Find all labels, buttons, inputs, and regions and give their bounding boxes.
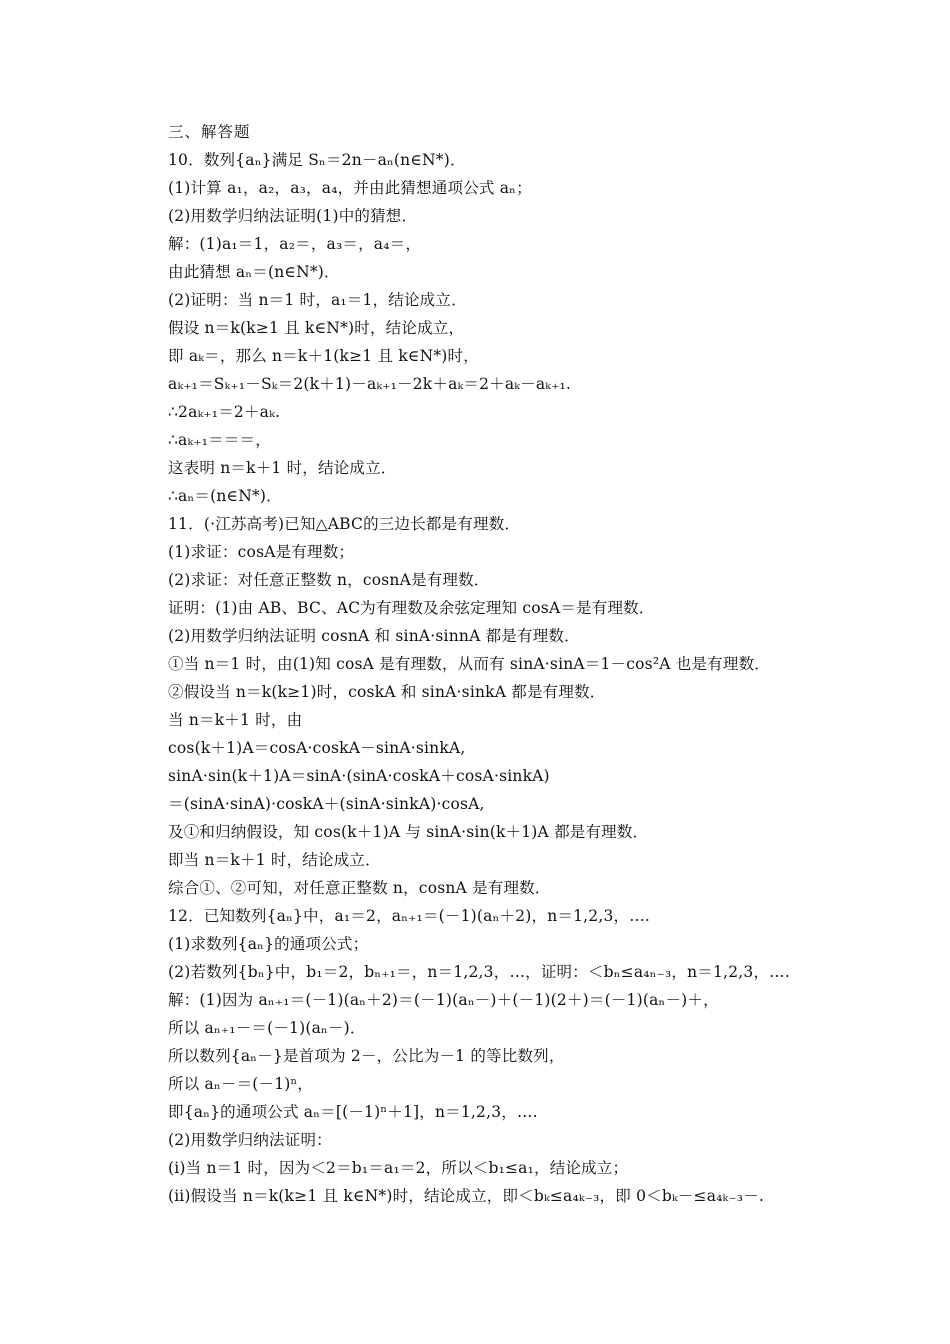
- q12-part1: (1)求数列{aₙ}的通项公式；: [168, 935, 369, 953]
- q10-solution-line: 即 aₖ＝，那么 n＝k＋1(k≥1 且 k∈N*)时，: [168, 347, 479, 365]
- q10-statement: 10．数列{aₙ}满足 Sₙ＝2n－aₙ(n∈N*)．: [168, 151, 466, 169]
- q11-proof-line: 及①和归纳假设，知 cos(k＋1)A 与 sinA·sin(k＋1)A 都是有理数．: [168, 823, 649, 841]
- q10-solution-line: ∴aₖ₊₁＝＝＝，: [168, 431, 271, 449]
- q11-proof-line: 证明：(1)由 AB、BC、AC为有理数及余弦定理知 cosA＝是有理数．: [168, 599, 655, 617]
- q11-part1: (1)求证：cosA是有理数；: [168, 543, 355, 561]
- document-body: [168, 118, 908, 1210]
- q10-solution-line: ∴aₙ＝(n∈N*)．: [168, 487, 282, 505]
- q12-part2: (2)若数列{bₙ}中，b₁＝2，bₙ₊₁＝，n＝1,2,3，…，证明：＜bₙ≤a₄ₙ₋₃，n＝1,2,3，….: [168, 963, 790, 981]
- q10-solution-line: 由此猜想 aₙ＝(n∈N*)．: [168, 263, 340, 281]
- q11-proof-line: ＝(sinA·sinA)·coskA＋(sinA·sinkA)·cosA,: [168, 795, 485, 813]
- section-title: 三、解答题: [168, 123, 251, 141]
- q12-solution-line: 解：(1)因为 aₙ₊₁＝(－1)(aₙ＋2)＝(－1)(aₙ－)＋(－1)(2＋)＝(－1)(aₙ－)＋，: [168, 991, 719, 1009]
- q12-solution-line: (ⅱ)假设当 n＝k(k≥1 且 k∈N*)时，结论成立，即＜bₖ≤a₄ₖ₋₃，即 0＜bₖ－≤a₄ₖ₋₃－.: [168, 1187, 765, 1205]
- q10-solution-line: aₖ₊₁＝Sₖ₊₁－Sₖ＝2(k＋1)－aₖ₊₁－2k＋aₖ＝2＋aₖ－aₖ₊₁.: [168, 375, 572, 393]
- q10-part2: (2)用数学归纳法证明(1)中的猜想．: [168, 207, 418, 225]
- q12-solution-line: 所以数列{aₙ－}是首项为 2－，公比为－1 的等比数列，: [168, 1047, 565, 1065]
- q12-solution-line: 所以 aₙ₊₁－＝(－1)(aₙ－)．: [168, 1019, 366, 1037]
- q11-proof-line: ①当 n＝1 时，由(1)知 cosA 是有理数，从而有 sinA·sinA＝1－cos²A 也是有理数．: [168, 655, 770, 673]
- q11-proof-line: ②假设当 n＝k(k≥1)时，coskA 和 sinA·sinkA 都是有理数．: [168, 683, 606, 701]
- q11-proof-line: 即当 n＝k＋1 时，结论成立．: [168, 851, 381, 869]
- q11-proof-line: sinA·sin(k＋1)A＝sinA·(sinA·coskA＋cosA·sinkA): [168, 767, 550, 785]
- q12-solution-line: (ⅰ)当 n＝1 时，因为＜2＝b₁＝a₁＝2，所以＜b₁≤a₁，结论成立；: [168, 1159, 629, 1177]
- q12-solution-line: (2)用数学归纳法证明：: [168, 1131, 332, 1149]
- q11-statement: 11．(·江苏高考)已知△ABC的三边长都是有理数．: [168, 515, 521, 533]
- q10-solution-line: 这表明 n＝k＋1 时，结论成立．: [168, 459, 397, 477]
- q11-proof-line: cos(k＋1)A＝cosA·coskA－sinA·sinkA,: [168, 739, 466, 757]
- q12-statement: 12．已知数列{aₙ}中，a₁＝2，aₙ₊₁＝(－1)(aₙ＋2)，n＝1,2,3，….: [168, 907, 651, 925]
- q10-solution-line: 解：(1)a₁＝1，a₂＝，a₃＝，a₄＝，: [168, 235, 422, 253]
- q12-solution-line: 所以 aₙ－＝(－1)ⁿ，: [168, 1075, 314, 1093]
- q10-solution-line: (2)证明：当 n＝1 时，a₁＝1，结论成立．: [168, 291, 467, 309]
- q10-part1: (1)计算 a₁，a₂，a₃，a₄，并由此猜想通项公式 aₙ；: [168, 179, 532, 197]
- q11-proof-line: 综合①、②可知，对任意正整数 n，cosnA 是有理数．: [168, 879, 551, 897]
- q11-part2: (2)求证：对任意正整数 n，cosnA是有理数．: [168, 571, 490, 589]
- q12-solution-line: 即{aₙ}的通项公式 aₙ＝[(－1)ⁿ＋1]，n＝1,2,3，….: [168, 1103, 538, 1121]
- q11-proof-line: 当 n＝k＋1 时，由: [168, 711, 303, 729]
- q10-solution-line: 假设 n＝k(k≥1 且 k∈N*)时，结论成立，: [168, 319, 465, 337]
- q10-solution-line: ∴2aₖ₊₁＝2＋aₖ.: [168, 403, 281, 421]
- q11-proof-line: (2)用数学归纳法证明 cosnA 和 sinA·sinnA 都是有理数．: [168, 627, 580, 645]
